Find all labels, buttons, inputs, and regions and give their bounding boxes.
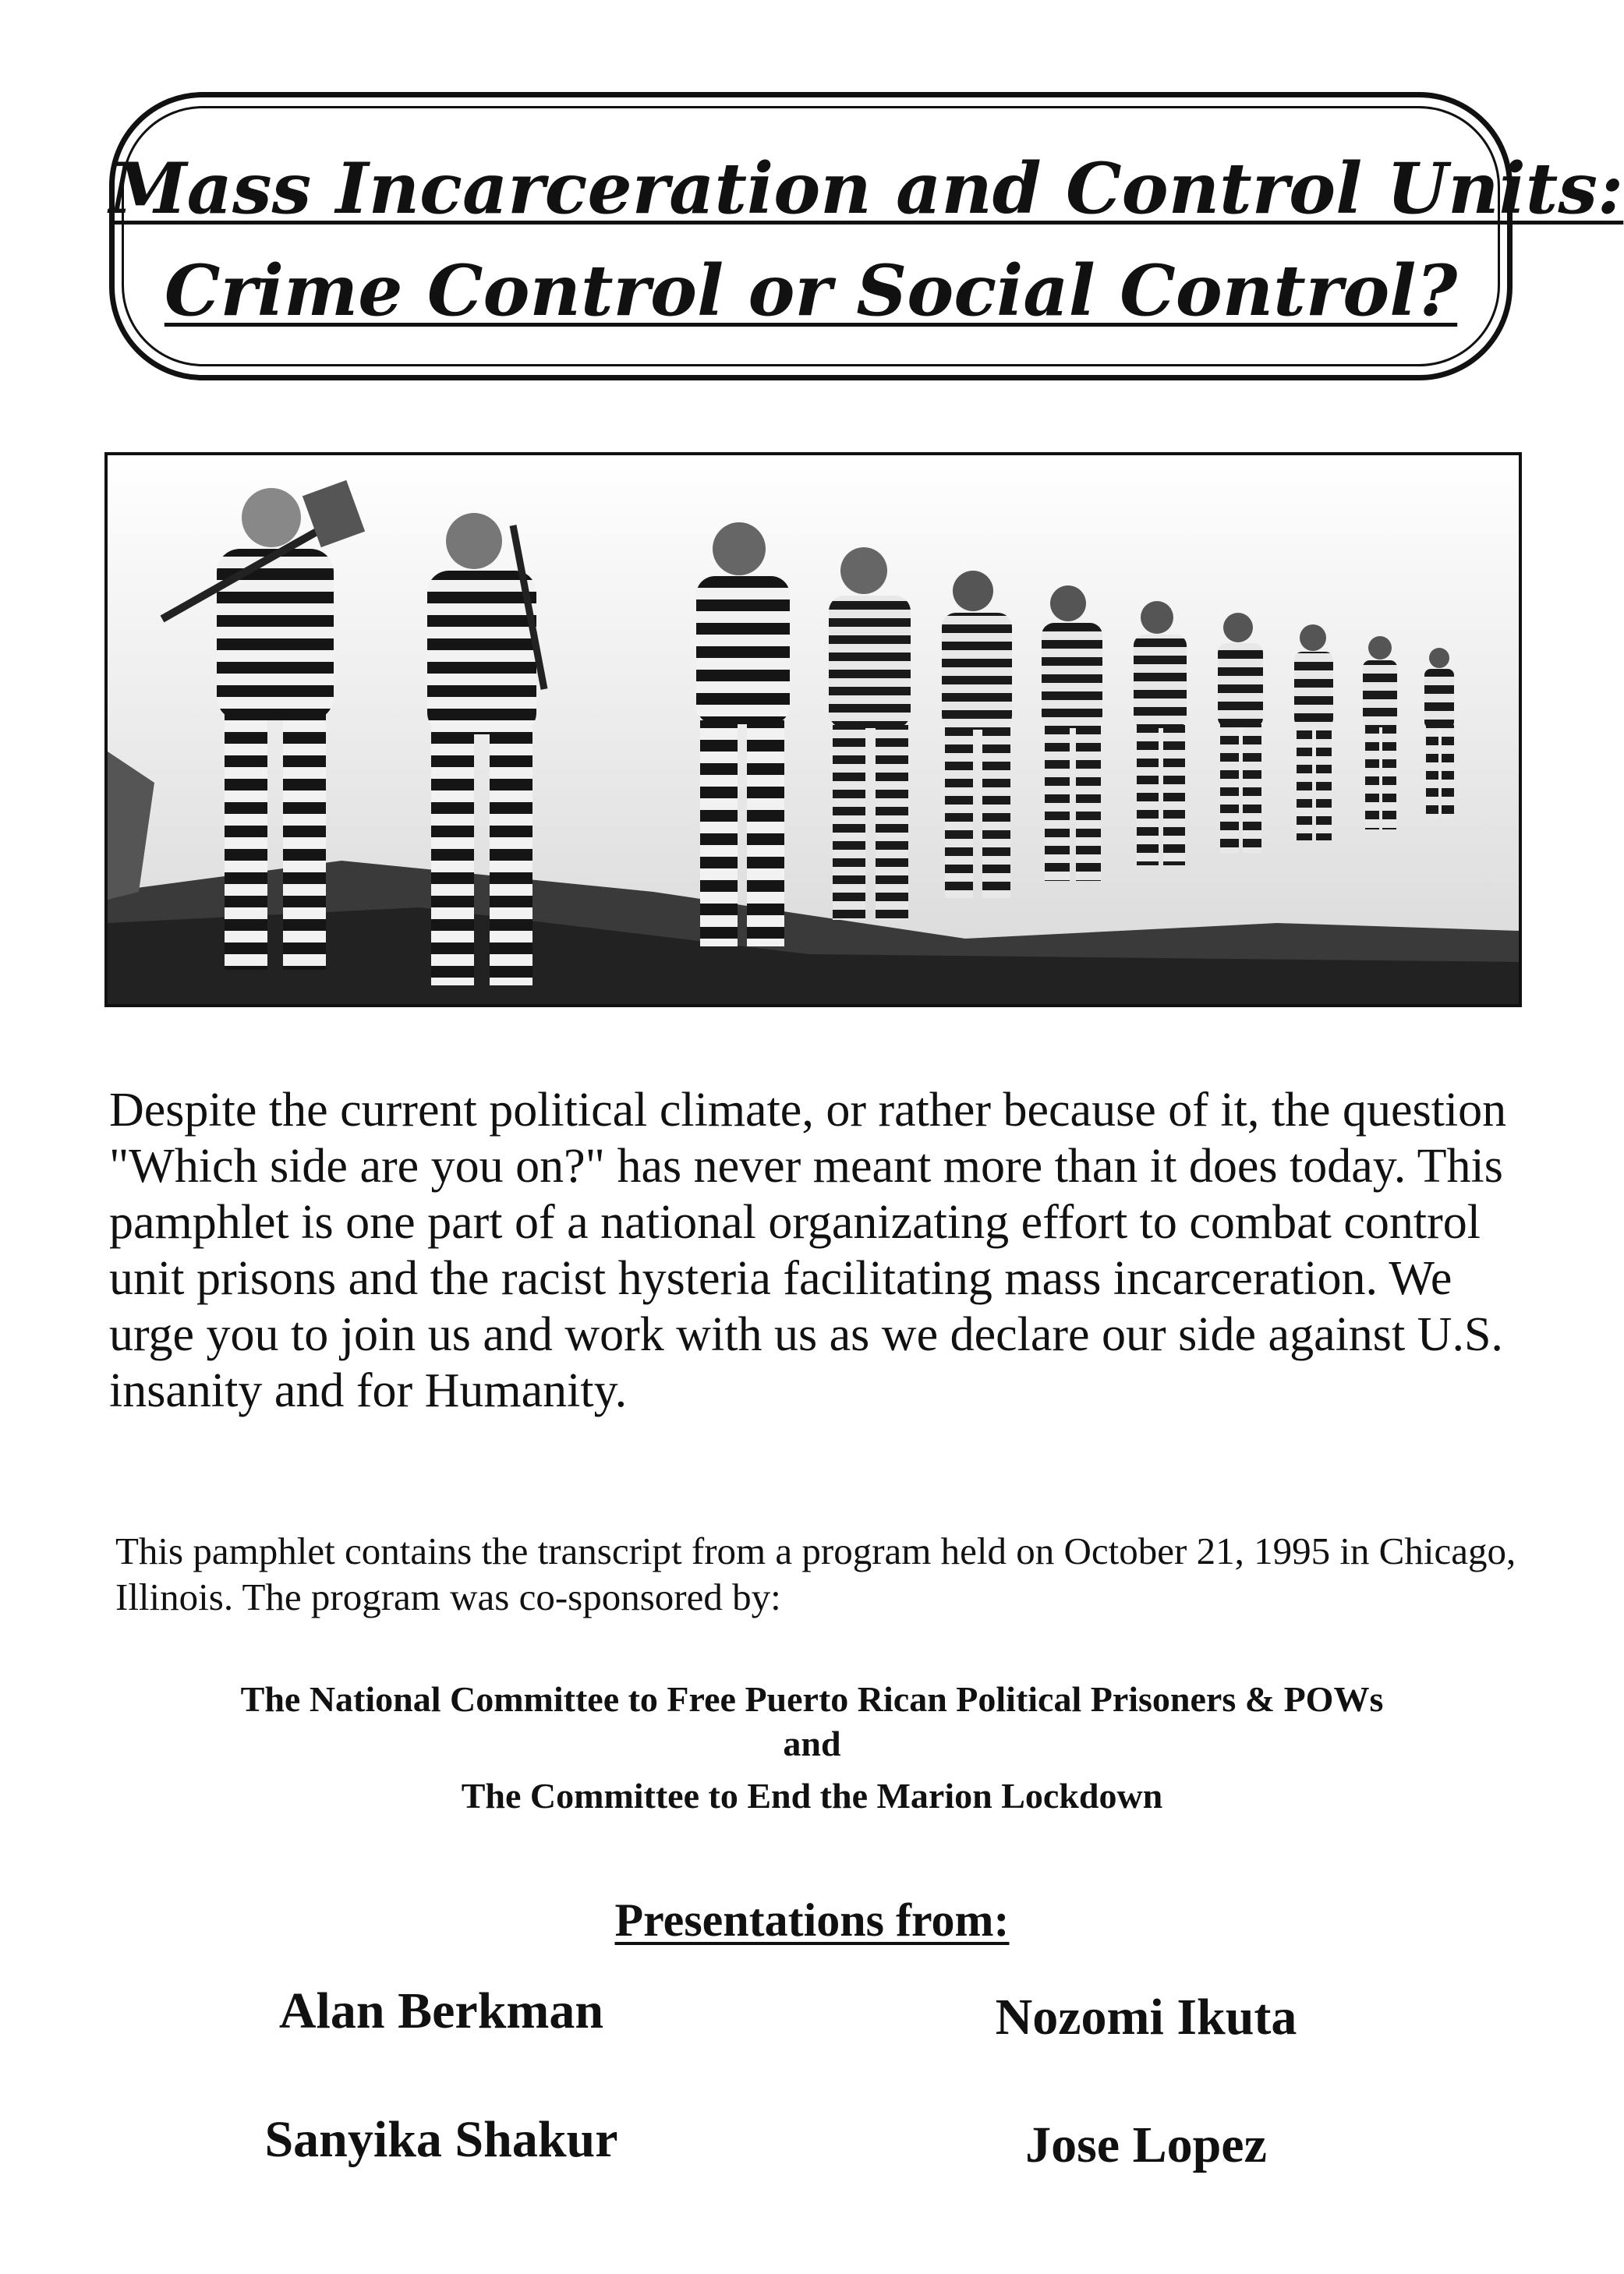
- program-note: This pamphlet contains the transcript from a program held on October 21, 1995 in Chicago, Illinois. The program was co-sponsored by:: [115, 1530, 1516, 1618]
- presentations-heading: Presentations from:: [614, 1894, 1010, 1946]
- sponsor-first: The National Committee to Free Puerto Rican Political Prisoners & POWs: [240, 1679, 1384, 1719]
- sponsor-conjunction: and: [783, 1724, 841, 1763]
- presenter-name: Alan Berkman: [278, 1982, 604, 2039]
- sponsor-second: The Committee to End the Marion Lockdown: [461, 1776, 1163, 1816]
- presenter-name: Nozomi Ikuta: [995, 1989, 1297, 2046]
- title-line-1: Mass Incarceration and Control Units:: [109, 147, 1624, 230]
- presenter-name: Jose Lopez: [1025, 2117, 1267, 2173]
- intro-paragraph: Despite the current political climate, or rather because of it, the question "Which side are you on?" has never meant more than it does today. This pamphlet is one part of a national organizating effort to combat control unit prisons and the racist hysteria facilitating mass incarceration. We urge you to join us and work with us as we declare our side against U.S. insanity and for Humanity.: [109, 1084, 1507, 1417]
- prison-chain-gang-photo: [104, 452, 1522, 1007]
- presenter-name: Sanyika Shakur: [264, 2111, 618, 2168]
- title-line-2: Crime Control or Social Control?: [164, 249, 1458, 332]
